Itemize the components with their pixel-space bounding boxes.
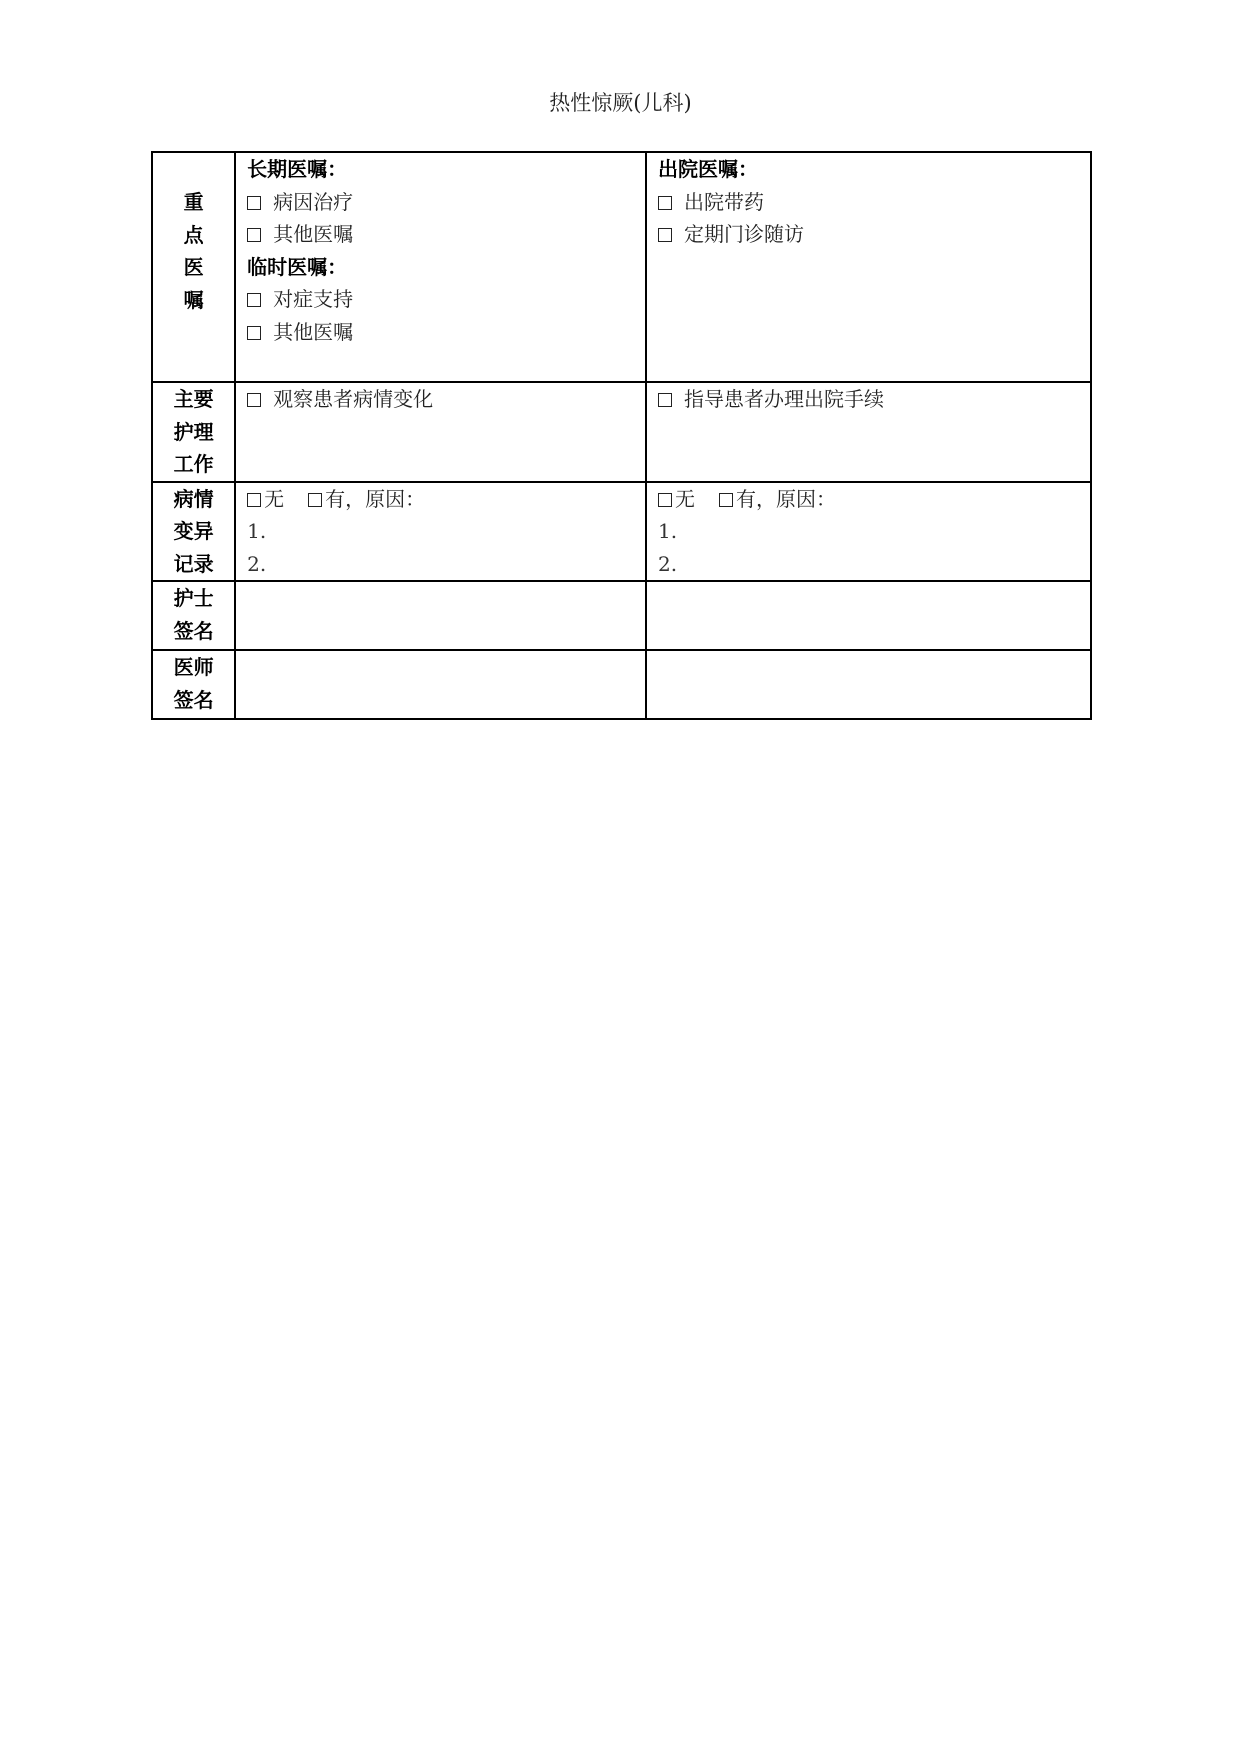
checkbox-icon[interactable] — [247, 326, 261, 340]
checkbox-item[interactable] — [247, 316, 645, 349]
variation-record-right — [646, 482, 1091, 582]
checkbox-item[interactable] — [247, 283, 645, 316]
header-line: 工作 — [173, 452, 214, 476]
header-line: 签名 — [173, 687, 214, 712]
row-header-doctor-signature — [152, 650, 235, 719]
checkbox-label: 病因治疗 — [273, 189, 354, 214]
header-char: 嘱 — [183, 287, 204, 312]
header-char: 重 — [183, 190, 204, 214]
checkbox-label: 指导患者办理出院手续 — [684, 387, 885, 411]
header-line: 病情 — [173, 486, 214, 511]
checkbox-item[interactable] — [658, 383, 1090, 416]
doctor-signature-left-field[interactable] — [235, 650, 646, 719]
option-none-label: 无 — [264, 486, 285, 511]
nurse-signature-right-field[interactable] — [646, 581, 1091, 650]
row-header-nursing-work — [152, 382, 235, 482]
nurse-signature-left-field[interactable] — [235, 581, 646, 650]
row-doctor-signature — [152, 650, 1091, 719]
checkbox-icon[interactable] — [658, 196, 672, 210]
discharge-orders-heading: 出院医嘱： — [658, 157, 759, 181]
header-char: 点 — [183, 222, 204, 247]
checkbox-item[interactable] — [658, 186, 1090, 219]
page-title: 热性惊厥(儿科) — [549, 91, 692, 115]
reason-line-2[interactable]: 2. — [658, 551, 678, 576]
reason-line-1[interactable]: 1. — [658, 519, 678, 543]
checkbox-icon[interactable] — [247, 293, 261, 307]
temporary-orders-heading: 临时医嘱： — [247, 254, 348, 279]
nursing-work-right — [646, 382, 1091, 482]
checkbox-yes-icon[interactable] — [719, 493, 733, 507]
header-line: 护理 — [173, 419, 214, 444]
header-line: 主要 — [173, 387, 214, 411]
checkbox-label: 对症支持 — [273, 287, 354, 311]
header-line: 医师 — [173, 655, 214, 679]
nursing-work-left — [235, 382, 646, 482]
row-header-key-orders — [152, 152, 235, 382]
variation-record-left — [235, 482, 646, 582]
key-orders-right — [646, 152, 1091, 382]
checkbox-icon[interactable] — [247, 393, 261, 407]
header-line: 签名 — [173, 618, 214, 643]
header-line: 变异 — [173, 519, 214, 543]
row-key-orders — [152, 152, 1091, 382]
variation-options — [658, 483, 1090, 516]
checkbox-label: 其他医嘱 — [273, 319, 354, 344]
header-char: 医 — [183, 255, 204, 279]
long-term-orders-heading: 长期医嘱： — [247, 157, 348, 181]
row-variation-record — [152, 482, 1091, 582]
checkbox-item[interactable] — [247, 218, 645, 251]
reason-line-1[interactable]: 1. — [247, 519, 267, 543]
checkbox-label: 其他医嘱 — [273, 222, 354, 246]
row-header-variation-record — [152, 482, 235, 582]
clinical-pathway-table — [151, 151, 1092, 720]
checkbox-yes-icon[interactable] — [308, 493, 322, 507]
checkbox-item[interactable] — [247, 186, 645, 219]
checkbox-icon[interactable] — [247, 228, 261, 242]
key-orders-left — [235, 152, 646, 382]
checkbox-label: 定期门诊随访 — [684, 222, 805, 246]
checkbox-label: 出院带药 — [684, 189, 765, 214]
doctor-signature-right-field[interactable] — [646, 650, 1091, 719]
checkbox-icon[interactable] — [247, 196, 261, 210]
row-nurse-signature — [152, 581, 1091, 650]
checkbox-item[interactable] — [658, 218, 1090, 251]
checkbox-none-icon[interactable] — [247, 493, 261, 507]
row-header-nurse-signature — [152, 581, 235, 650]
option-yes-label: 有，原因： — [325, 486, 426, 511]
row-nursing-work — [152, 382, 1091, 482]
checkbox-none-icon[interactable] — [658, 493, 672, 507]
variation-options — [247, 483, 645, 516]
header-line: 护士 — [173, 586, 214, 610]
reason-line-2[interactable]: 2. — [247, 551, 267, 576]
checkbox-icon[interactable] — [658, 393, 672, 407]
option-yes-label: 有，原因： — [736, 486, 837, 511]
checkbox-icon[interactable] — [658, 228, 672, 242]
checkbox-item[interactable] — [247, 383, 645, 416]
header-line: 记录 — [173, 551, 214, 576]
checkbox-label: 观察患者病情变化 — [273, 387, 434, 411]
option-none-label: 无 — [675, 486, 696, 511]
